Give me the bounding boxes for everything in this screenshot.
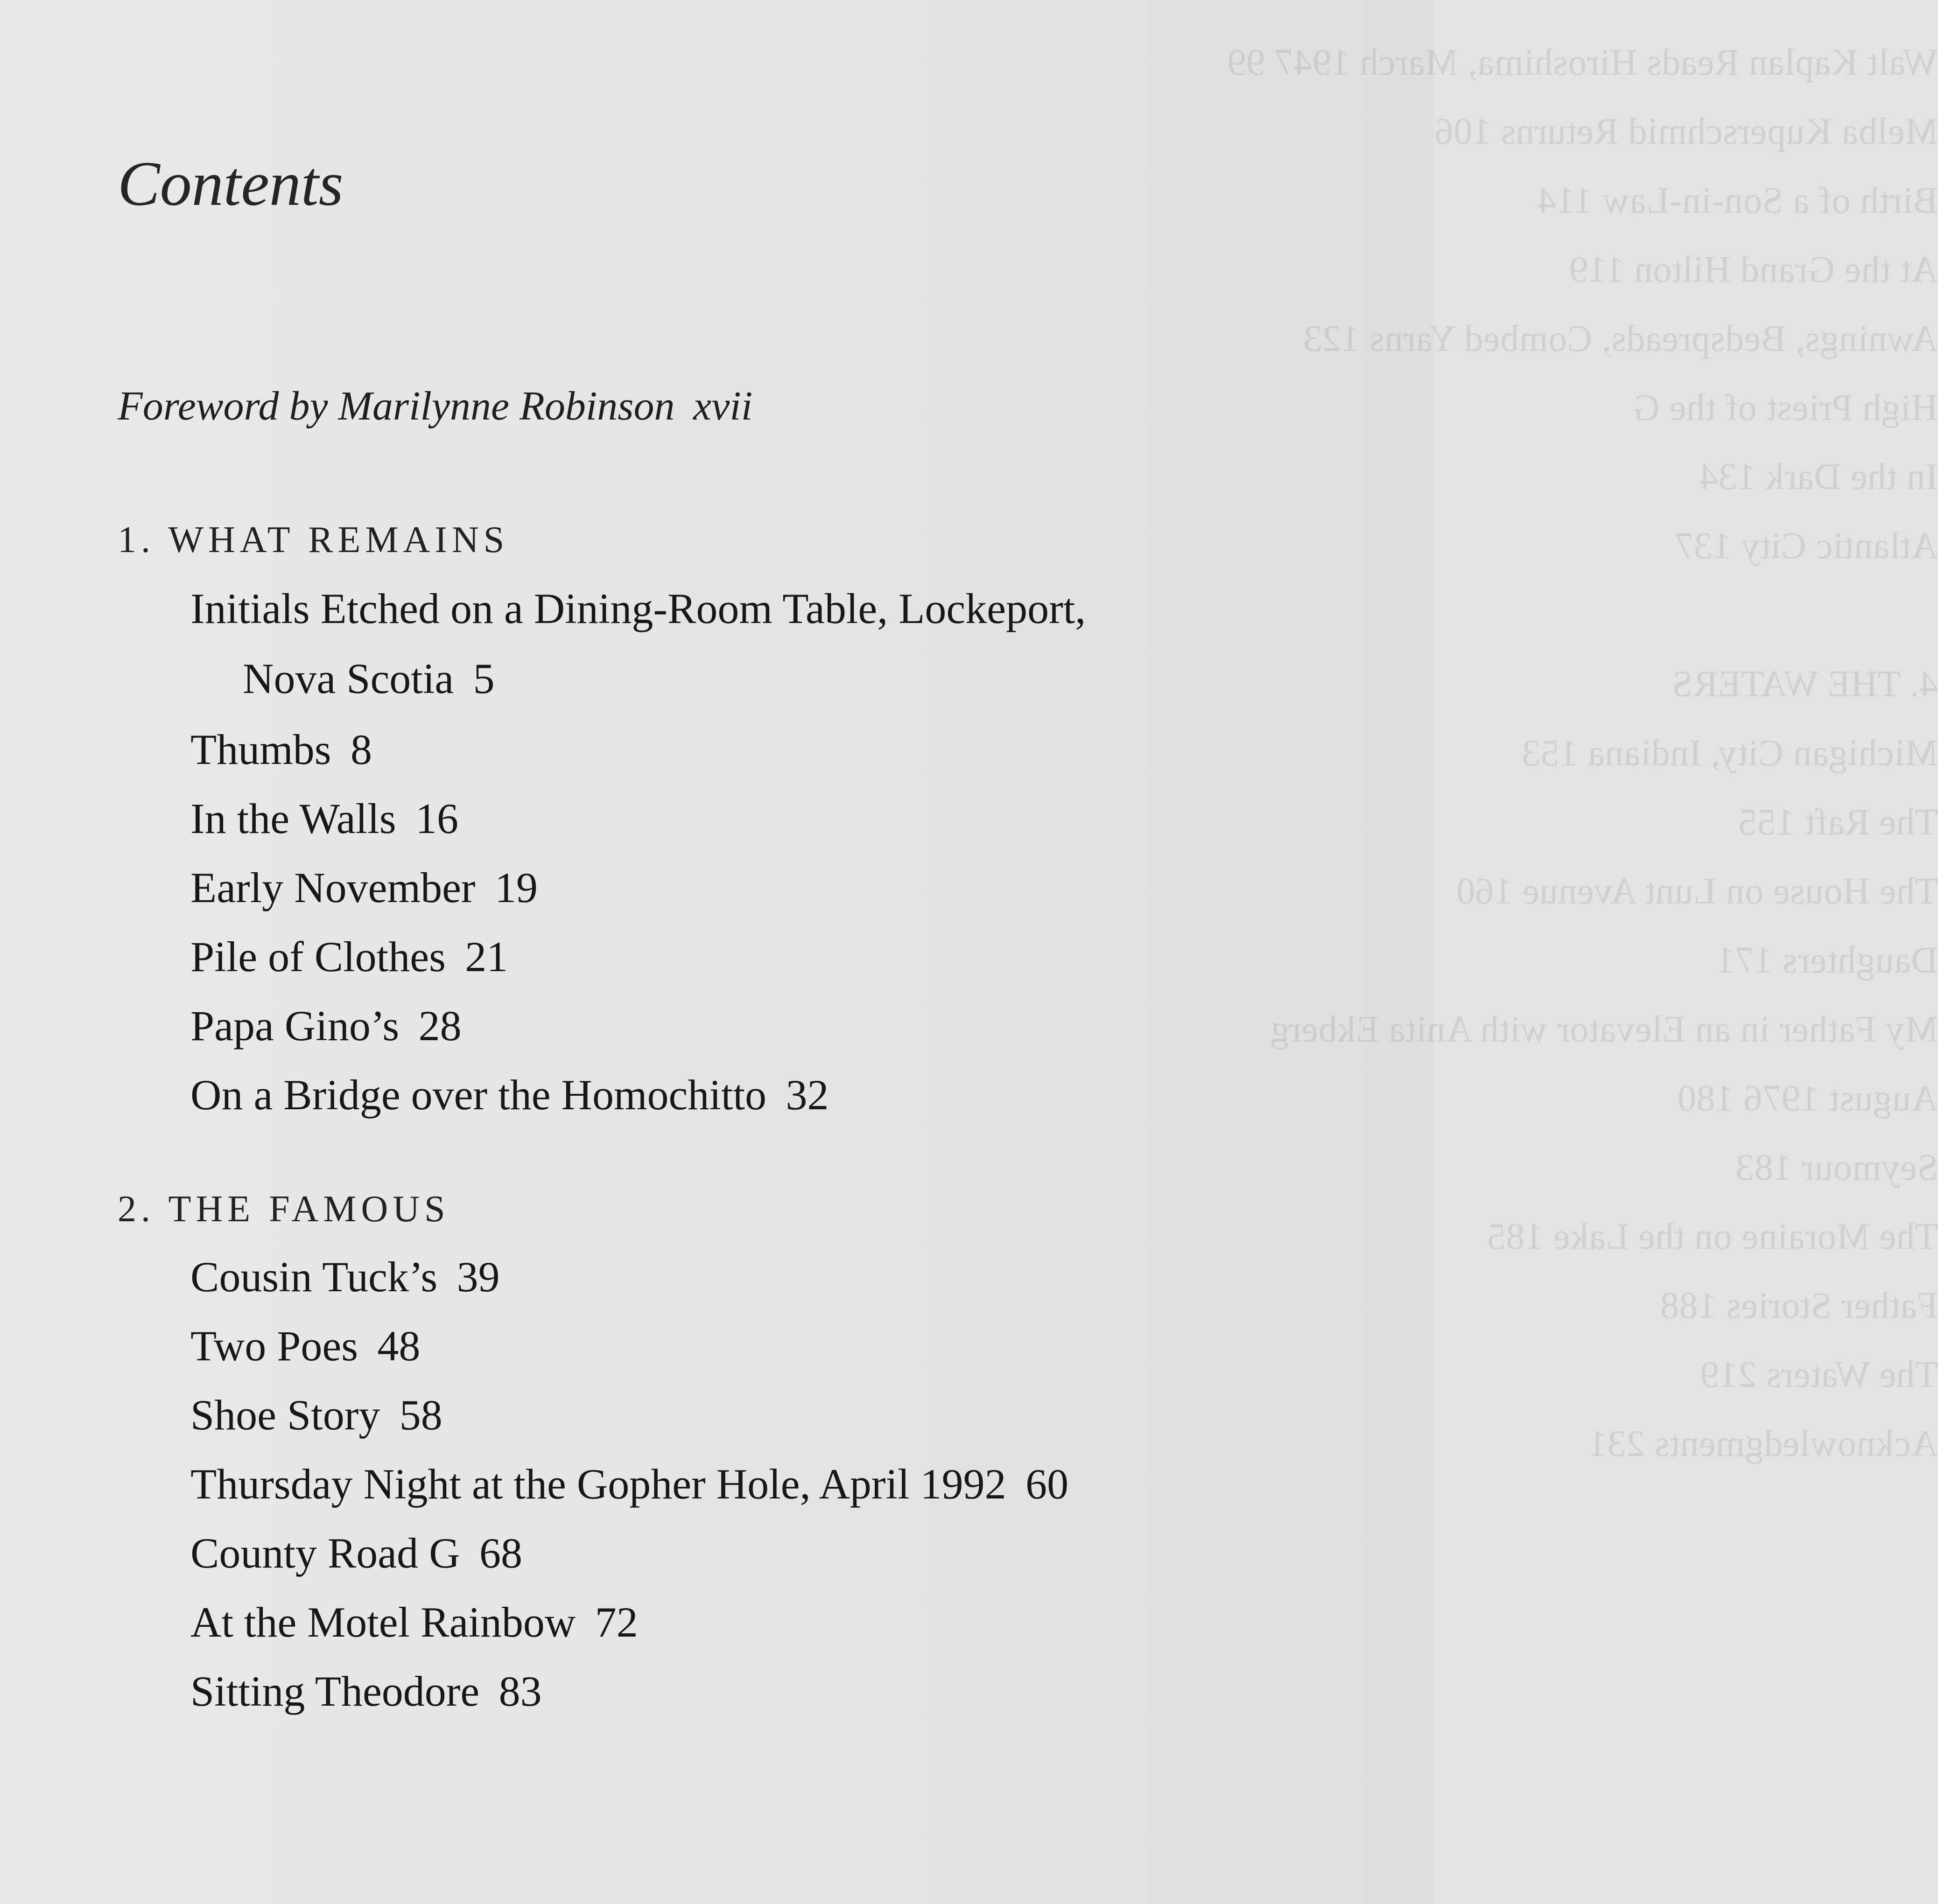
entry-title: Thumbs [190, 726, 331, 773]
entry-page: 21 [465, 933, 508, 980]
show-through-line: August 1976 180 [1677, 1078, 1938, 1119]
show-through-line: The Waters 219 [1699, 1354, 1938, 1395]
toc-entry [190, 1460, 1069, 1508]
show-through-line: My Father in an Elevator with Anita Ekberg [1270, 1009, 1938, 1050]
toc-entry [190, 1598, 638, 1646]
toc-entry [190, 1322, 421, 1370]
entry-page: 39 [456, 1253, 500, 1301]
show-through-line: The Raft 155 [1738, 802, 1938, 843]
show-through-line: 4. THE WATERS [1671, 664, 1938, 705]
entry-title: At the Motel Rainbow [190, 1598, 576, 1646]
page-title: Contents [118, 149, 344, 219]
entry-page: 8 [350, 726, 372, 773]
show-through-line: The House on Lunt Avenue 160 [1456, 871, 1938, 912]
toc-entry [190, 1002, 462, 1050]
show-through-line: Michigan City, Indiana 153 [1521, 733, 1938, 774]
entry-page: 83 [499, 1667, 542, 1715]
entry-title: Initials Etched on a Dining-Room Table, Lockeport, [190, 585, 1086, 632]
show-through-line: In the Dark 134 [1699, 456, 1938, 497]
entry-page: 48 [377, 1322, 421, 1370]
show-through-line: At the Grand Hilton 119 [1569, 249, 1938, 290]
entry-title: Sitting Theodore [190, 1667, 480, 1715]
toc-entry [190, 1071, 829, 1119]
entry-page: 19 [494, 864, 538, 911]
toc-entry [190, 728, 372, 771]
section-heading: 1. WHAT REMAINS [118, 519, 509, 560]
show-through-line: Acknowledgments 231 [1588, 1423, 1938, 1464]
entry-page: 16 [415, 795, 458, 842]
entry-title: County Road G [190, 1529, 460, 1577]
foreword-entry [118, 383, 752, 430]
entry-page: 5 [473, 655, 495, 702]
show-through-line: Walt Kaplan Reads Hiroshima, March 1947 99 [1227, 42, 1938, 83]
show-through-line: Atlantic City 137 [1674, 525, 1938, 567]
entry-page: 72 [595, 1598, 638, 1646]
show-through-line: Awnings, Bedspreads, Combed Yarns 123 [1303, 318, 1938, 359]
entry-page: 32 [786, 1071, 829, 1119]
entry-title: Pile of Clothes [190, 933, 446, 980]
entry-title: Papa Gino’s [190, 1002, 400, 1050]
show-through-line: Melba Kuperschmid Returns 106 [1434, 111, 1938, 152]
show-through-line: Birth of a Son-in-Law 114 [1537, 180, 1938, 221]
entry-page: 58 [399, 1391, 442, 1439]
toc-entry [190, 866, 538, 909]
entry-page: 60 [1025, 1460, 1069, 1508]
show-through-line: High Priest of the G [1632, 387, 1938, 428]
show-through-line: Seymour 183 [1735, 1147, 1938, 1188]
toc-entry [190, 587, 1086, 700]
entry-title: On a Bridge over the Homochitto [190, 1071, 767, 1119]
entry-title: Shoe Story [190, 1391, 380, 1439]
entry-title: Early November [190, 864, 476, 911]
entry-title: Thursday Night at the Gopher Hole, April 1992 [190, 1460, 1006, 1508]
section-heading: 2. THE FAMOUS [118, 1189, 450, 1230]
show-through-line: Father Stories 188 [1660, 1285, 1938, 1326]
toc-entry [190, 1253, 500, 1301]
entry-page: 28 [418, 1002, 462, 1050]
foreword-label: Foreword by Marilynne Robinson [118, 384, 675, 429]
toc-entry [190, 797, 458, 840]
entry-title: Two Poes [190, 1322, 358, 1370]
toc-entry [190, 1391, 442, 1439]
toc-entry [190, 1667, 542, 1715]
entry-title-continuation: Nova Scotia [243, 655, 454, 702]
foreword-page: xvii [693, 384, 753, 429]
toc-entry [190, 935, 508, 978]
show-through-line: The Moraine on the Lake 185 [1487, 1216, 1938, 1257]
toc-entry [190, 1529, 522, 1577]
show-through-line: Daughters 171 [1716, 940, 1938, 981]
entry-title: In the Walls [190, 795, 396, 842]
entry-title: Cousin Tuck’s [190, 1253, 438, 1301]
entry-page: 68 [479, 1529, 522, 1577]
